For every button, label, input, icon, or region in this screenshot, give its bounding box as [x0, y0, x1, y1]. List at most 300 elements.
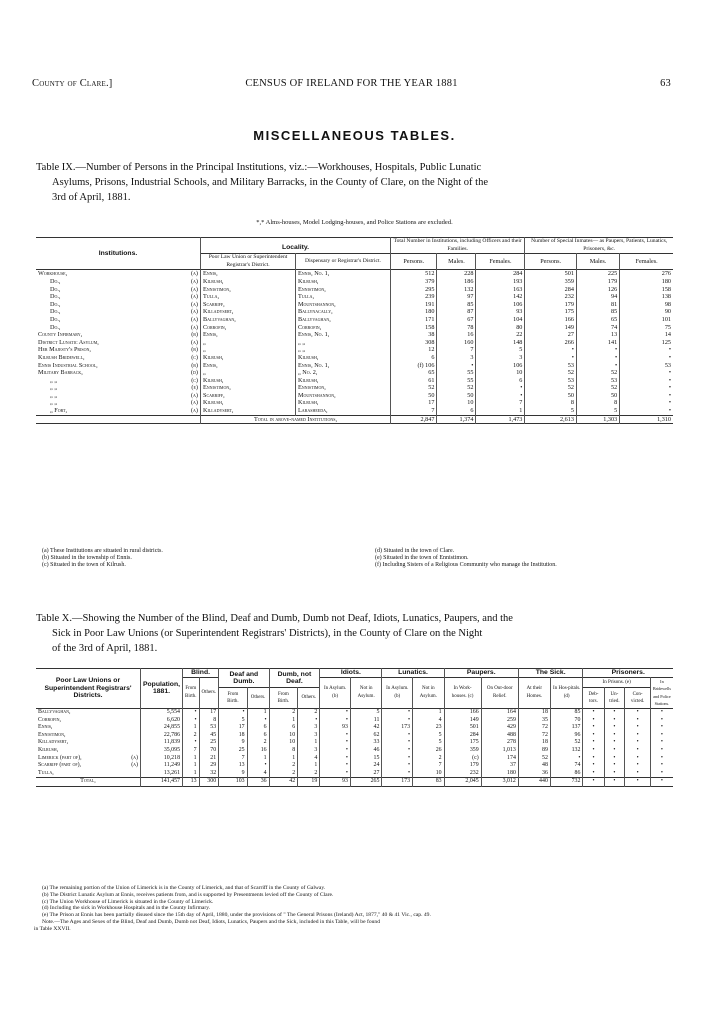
- t10-number-cell: •: [604, 717, 625, 725]
- t9-institution-note: (a): [190, 277, 198, 285]
- t10-number-cell: 10: [269, 739, 298, 747]
- t9-locality-cell: Ballyvaghan,: [201, 316, 296, 324]
- t10-number-cell: 4: [247, 770, 269, 778]
- t9-number-cell: 27: [525, 331, 577, 339]
- t9-institution-name: Do.,: [50, 277, 61, 285]
- t10-number-cell: 13,261: [141, 770, 183, 778]
- t9-number-cell: 141: [576, 339, 619, 347]
- t10-number-cell: 85: [550, 708, 583, 716]
- t9-locality-cell: Killadysert,: [201, 308, 296, 316]
- t9-number-cell: 67: [437, 316, 476, 324]
- t10-number-cell: •: [298, 717, 320, 725]
- t9-number-cell: 85: [576, 308, 619, 316]
- t10-number-cell: •: [604, 755, 625, 763]
- t10-number-cell: 26: [413, 747, 445, 755]
- t9-total-label: Total in above-named Institutions,: [201, 415, 391, 424]
- t10-footnote: (c) The Union Workhouse of Limerick is situated in the County of Limerick.: [42, 898, 214, 905]
- t10-row: [36, 755, 673, 763]
- t9-institution-note: (a): [190, 270, 198, 278]
- t9-total-cell: 1,374: [437, 415, 476, 424]
- t10-head-dnd-others: Others.: [298, 688, 320, 709]
- t9-footnote: (b) Situated in the township of Ennis.: [42, 555, 132, 562]
- t10-number-cell: 2: [247, 739, 269, 747]
- t10-row: [36, 739, 673, 747]
- t10-number-cell: •: [320, 770, 351, 778]
- t9-number-cell: 52: [525, 369, 577, 377]
- t10-head-prisoners: Prisoners.: [611, 669, 645, 676]
- t9-number-cell: 50: [437, 392, 476, 400]
- t9-number-cell: 359: [525, 278, 577, 286]
- t9-number-cell: (f) 106: [391, 362, 437, 370]
- t10-head-blind: Blind.: [183, 669, 219, 678]
- t9-institution-note: (a): [190, 285, 198, 293]
- t9-number-cell: •: [576, 354, 619, 362]
- t9-number-cell: 1: [476, 407, 525, 415]
- t10-union-cell: [36, 717, 141, 725]
- t10-union-cell: [36, 739, 141, 747]
- t9-number-cell: •: [668, 384, 671, 392]
- t10-number-cell: 1: [298, 762, 320, 770]
- t9-number-cell: 52: [576, 384, 619, 392]
- t9-number-cell: 180: [391, 308, 437, 316]
- t9-institution-cell: [36, 308, 201, 316]
- t9-institution-cell: [36, 399, 201, 407]
- table10-caption: [36, 611, 676, 656]
- t9-locality-cell: Ennistimon,: [296, 286, 391, 294]
- t10-number-cell: 5: [219, 717, 247, 725]
- t10-number-cell: 22,786: [141, 732, 183, 740]
- t10-number-cell: 5: [413, 739, 445, 747]
- t9-number-cell: 186: [437, 278, 476, 286]
- t10-number-cell: 5: [350, 708, 382, 716]
- t9-institution-name: Do.,: [50, 315, 61, 323]
- t9-number-cell: 148: [476, 339, 525, 347]
- t10-number-cell: 173: [382, 724, 413, 732]
- t10-number-cell: •: [320, 747, 351, 755]
- t10-footnote: (d) Including the sick in Workhouse Hospitals and in the County Infirmary.: [42, 905, 211, 912]
- t9-number-cell: 160: [437, 339, 476, 347]
- t10-number-cell: 6: [247, 732, 269, 740]
- t9-institution-name: Military Barrack,: [38, 369, 83, 377]
- t9-institution-name: District Lunatic Asylum,: [38, 338, 99, 346]
- t10-head-idiots: Idiots.: [320, 669, 382, 678]
- t10-number-cell: •: [219, 708, 247, 716]
- t10-number-cell: 2: [269, 708, 298, 716]
- header-county: County of Clare.]: [32, 78, 113, 89]
- t10-number-cell: 24: [350, 762, 382, 770]
- t10-head-lunatics-asylum: In Asylum. (b): [382, 677, 413, 708]
- t9-number-cell: 90: [664, 308, 671, 316]
- t9-row: [36, 346, 673, 354]
- t9-locality-cell: Ballyvaghan,: [296, 316, 391, 324]
- t9-total-cell: 2,613: [525, 415, 577, 424]
- t9-locality-cell: Ennis,: [201, 362, 296, 370]
- t9-number-cell: 75: [664, 323, 671, 331]
- t9-head-locality: Locality.: [201, 238, 391, 254]
- t9-total-cell: 1,310: [657, 415, 671, 423]
- t9-number-cell: 94: [576, 293, 619, 301]
- t9-locality-cell: Ennistimon,: [296, 384, 391, 392]
- t10-union-name: Corrofin,: [38, 716, 61, 723]
- t10-number-cell: 6: [269, 724, 298, 732]
- t10-number-cell: 2: [269, 770, 298, 778]
- t10-number-cell: 72: [518, 724, 550, 732]
- t9-number-cell: 501: [525, 270, 577, 278]
- t10-total-cell: 300: [199, 778, 219, 787]
- t9-number-cell: 12: [391, 346, 437, 354]
- t10-number-cell: 259: [481, 717, 518, 725]
- t9-institution-note: (c): [191, 376, 198, 384]
- t10-number-cell: 232: [444, 770, 481, 778]
- t9-institution-cell: [36, 362, 201, 370]
- t9-number-cell: •: [668, 346, 671, 354]
- t9-number-cell: 138: [661, 293, 671, 301]
- t10-number-cell: 45: [199, 732, 219, 740]
- t10-number-cell: •: [660, 762, 663, 769]
- t10-union-cell: [36, 762, 141, 770]
- t9-institution-name: Do.,: [50, 308, 61, 316]
- t9-number-cell: 65: [391, 369, 437, 377]
- t9-institution-cell: [36, 369, 201, 377]
- t10-number-cell: 46: [350, 747, 382, 755]
- section-title: MISCELLANEOUS TABLES.: [253, 128, 456, 143]
- t10-number-cell: •: [583, 739, 604, 747]
- t10-number-cell: 17: [199, 708, 219, 716]
- t10-head-deaf-dumb: Deaf and Dumb.: [219, 669, 269, 688]
- t9-number-cell: 193: [476, 278, 525, 286]
- t9-number-cell: 158: [661, 285, 671, 293]
- t10-number-cell: 1: [183, 762, 200, 770]
- t9-locality-cell: Ennis, No. 1,: [296, 362, 391, 370]
- t10-number-cell: 35: [518, 717, 550, 725]
- t10-number-cell: •: [382, 762, 413, 770]
- t9-institution-cell: [36, 354, 201, 362]
- t9-head-persons: Persons.: [391, 254, 437, 270]
- t10-number-cell: •: [382, 770, 413, 778]
- t9-institution-note: (a): [190, 407, 198, 415]
- t9-institution-note: (d): [190, 369, 198, 377]
- t9-number-cell: 14: [664, 331, 671, 339]
- t10-number-cell: •: [625, 724, 651, 732]
- t10-number-cell: (c): [444, 755, 481, 763]
- table10-caption-line3: of the 3rd of April, 1881.: [52, 643, 158, 654]
- t9-locality-cell: Killadysert,: [201, 407, 296, 415]
- t9-number-cell: 52: [576, 369, 619, 377]
- t9-row: [36, 362, 673, 370]
- t9-number-cell: 50: [576, 392, 619, 400]
- t10-head-from-birth: From Birth.: [183, 677, 200, 708]
- t10-number-cell: 8: [269, 747, 298, 755]
- t10-number-cell: 7: [413, 762, 445, 770]
- t9-institution-note: (a): [190, 308, 198, 316]
- t9-row: [36, 286, 673, 294]
- t9-locality-cell: „: [201, 339, 296, 347]
- t9-institution-name: Do.,: [50, 323, 61, 331]
- t9-number-cell: 55: [437, 377, 476, 385]
- t10-number-cell: 11,839: [141, 739, 183, 747]
- t10-total-cell: 173: [382, 778, 413, 787]
- t9-row: [36, 392, 673, 400]
- t10-union-name: Kilrush,: [38, 746, 59, 753]
- t10-number-cell: •: [320, 732, 351, 740]
- t9-number-cell: 6: [391, 354, 437, 362]
- t10-number-cell: 175: [444, 739, 481, 747]
- t10-number-cell: 278: [481, 739, 518, 747]
- t10-number-cell: 1: [183, 724, 200, 732]
- t10-union-name: Ballyvaghan,: [38, 708, 71, 715]
- t9-row: [36, 377, 673, 385]
- t9-number-cell: 6: [437, 407, 476, 415]
- t9-institution-name: „ „: [50, 384, 58, 392]
- t10-number-cell: 9: [219, 739, 247, 747]
- t9-institution-cell: [36, 301, 201, 309]
- t9-institution-note: (b): [191, 346, 198, 354]
- t10-number-cell: 1: [183, 770, 200, 778]
- t10-footnote: in Table XXVII.: [34, 925, 71, 932]
- t10-head-debtors: Deb-tors.: [583, 688, 604, 709]
- t9-number-cell: 7: [391, 407, 437, 415]
- t10-number-cell: 5: [413, 732, 445, 740]
- t10-number-cell: •: [550, 755, 583, 763]
- t10-head-bridewells: In Bridewells and Police Stations.: [650, 677, 673, 708]
- t10-number-cell: •: [583, 755, 604, 763]
- t9-number-cell: 80: [476, 324, 525, 332]
- table9-caption: [36, 160, 676, 205]
- t10-number-cell: 3: [298, 732, 320, 740]
- t9-row: [36, 399, 673, 407]
- t9-head-males: Males.: [437, 254, 476, 270]
- t10-number-cell: •: [320, 739, 351, 747]
- t9-institution-note: (a): [190, 315, 198, 323]
- t9-number-cell: 149: [525, 324, 577, 332]
- table10-caption-line2: Sick in Poor Law Unions (or Superintendent Registrars' Districts), in the County of Clare on the Night: [52, 628, 483, 639]
- t9-footnote: (d) Situated in the town of Clare.: [375, 548, 455, 554]
- t10-number-cell: 70: [199, 747, 219, 755]
- t10-total-cell: •: [625, 778, 651, 787]
- t9-locality-cell: Ennis, No. 1,: [296, 270, 391, 278]
- t10-head-others: Others.: [199, 677, 219, 708]
- t9-institution-cell: [36, 407, 201, 415]
- t9-number-cell: 175: [525, 308, 577, 316]
- table10-body: [36, 708, 673, 777]
- t9-head-total-group: Total Number in Institutions, including Officers and their Families.: [391, 238, 525, 254]
- t10-total-cell: 42: [269, 778, 298, 787]
- t9-locality-cell: Kilrush,: [201, 354, 296, 362]
- t10-number-cell: •: [625, 732, 651, 740]
- t9-number-cell: 295: [391, 286, 437, 294]
- t10-total-cell: 732: [550, 778, 583, 787]
- t9-number-cell: 512: [391, 270, 437, 278]
- t10-number-cell: •: [583, 770, 604, 778]
- t9-number-cell: •: [668, 407, 671, 415]
- t10-number-cell: 1: [269, 755, 298, 763]
- t10-number-cell: 11,249: [141, 762, 183, 770]
- t9-number-cell: 78: [437, 324, 476, 332]
- t10-number-cell: 32: [199, 770, 219, 778]
- t9-number-cell: 93: [476, 308, 525, 316]
- t10-number-cell: •: [660, 746, 663, 753]
- t10-number-cell: •: [320, 762, 351, 770]
- t9-head-dispensary: Dispensary or Registrar's District.: [296, 254, 391, 270]
- t9-number-cell: 191: [391, 301, 437, 309]
- t9-institution-note: (a): [190, 391, 198, 399]
- t9-number-cell: 163: [476, 286, 525, 294]
- t9-number-cell: 97: [437, 293, 476, 301]
- t9-total-row: [36, 415, 673, 424]
- t9-locality-cell: Ennis,: [201, 331, 296, 339]
- t10-union-name: Ennis,: [38, 724, 53, 731]
- t10-number-cell: 9: [219, 770, 247, 778]
- t10-number-cell: 3: [298, 747, 320, 755]
- t9-number-cell: 52: [437, 384, 476, 392]
- t9-number-cell: 53: [576, 377, 619, 385]
- t9-head-sp-persons: Persons.: [525, 254, 577, 270]
- t9-number-cell: 379: [391, 278, 437, 286]
- table10-footnotes: [34, 885, 682, 933]
- t10-number-cell: 10: [413, 770, 445, 778]
- t9-number-cell: 13: [576, 331, 619, 339]
- t10-number-cell: •: [382, 732, 413, 740]
- t10-number-cell: 501: [444, 724, 481, 732]
- t9-number-cell: 22: [476, 331, 525, 339]
- t9-locality-cell: Kilrush,: [296, 399, 391, 407]
- t9-number-cell: 50: [525, 392, 577, 400]
- t9-locality-cell: Scarriff,: [201, 392, 296, 400]
- t9-institution-name: Do.,: [50, 300, 61, 308]
- t10-union-cell: [36, 724, 141, 732]
- t10-number-cell: •: [625, 762, 651, 770]
- t10-head-dd-from-birth: From Birth.: [219, 688, 247, 709]
- t9-head-special-group: Number of Special Inmates— as Paupers, Patients, Lunatics, Prisoners, &c.: [531, 238, 668, 252]
- t9-institution-name: „ „: [50, 399, 58, 407]
- table9-footnotes-right: [375, 548, 675, 570]
- t10-number-cell: 4: [413, 717, 445, 725]
- t10-number-cell: •: [625, 739, 651, 747]
- t9-number-cell: 7: [437, 346, 476, 354]
- table9-caption-line2: Asylums, Prisons, Industrial Schools, and Military Barracks, in the County of Clare, on the Night of the: [52, 177, 488, 188]
- t9-institution-name: County Infirmary,: [38, 331, 83, 339]
- t9-institution-name: „ Fort,: [50, 407, 68, 415]
- t10-number-cell: 166: [444, 708, 481, 716]
- t10-number-cell: •: [604, 732, 625, 740]
- t10-number-cell: •: [382, 739, 413, 747]
- t9-number-cell: •: [576, 362, 619, 370]
- t9-number-cell: 232: [525, 293, 577, 301]
- t10-head-idiots-not-asylum: Not in Asylum.: [350, 677, 382, 708]
- t9-row: [36, 308, 673, 316]
- t10-head-population: Population, 1881.: [141, 669, 183, 709]
- t10-number-cell: 62: [350, 732, 382, 740]
- t10-number-cell: •: [660, 739, 663, 746]
- t9-institution-name: Ennis Industrial School,: [38, 361, 98, 369]
- t10-number-cell: •: [660, 769, 663, 776]
- t9-number-cell: 5: [576, 407, 619, 415]
- t10-number-cell: 18: [518, 708, 550, 716]
- t10-union-cell: [36, 770, 141, 778]
- t10-total-cell: 93: [320, 778, 351, 787]
- t10-head-lunatics-not-asylum: Not in Asylum.: [413, 677, 445, 708]
- t9-number-cell: 6: [476, 377, 525, 385]
- t10-row: [36, 724, 673, 732]
- t9-locality-cell: Ballynacally,: [296, 308, 391, 316]
- t9-institution-name: Her Majesty's Prison,: [38, 346, 91, 354]
- t10-number-cell: 284: [444, 732, 481, 740]
- t10-number-cell: 429: [481, 724, 518, 732]
- t9-number-cell: 53: [664, 361, 671, 369]
- t9-footnote: (c) Situated in the town of Kilrush.: [42, 562, 126, 569]
- t10-union-name: Killadysert,: [38, 739, 69, 746]
- t10-head-workhouses: In Work-houses. (c): [444, 677, 481, 708]
- t10-head-paupers: Paupers.: [444, 669, 518, 678]
- t9-institution-name: Workhouse,: [38, 270, 68, 278]
- t9-number-cell: 5: [476, 346, 525, 354]
- t9-number-cell: 98: [664, 300, 671, 308]
- t9-number-cell: 125: [661, 338, 671, 346]
- t9-number-cell: 239: [391, 293, 437, 301]
- t9-institution-cell: [36, 339, 201, 347]
- t10-number-cell: •: [382, 755, 413, 763]
- t10-union-name: Tulla,: [38, 769, 54, 776]
- t9-institution-name: Do.,: [50, 285, 61, 293]
- t10-number-cell: •: [320, 755, 351, 763]
- t9-number-cell: •: [476, 392, 525, 400]
- t9-row: [36, 278, 673, 286]
- t10-number-cell: 3: [298, 724, 320, 732]
- t10-number-cell: 1,013: [481, 747, 518, 755]
- table9-caption-line3: 3rd of April, 1881.: [52, 192, 131, 203]
- t10-number-cell: •: [583, 708, 604, 716]
- t10-total-label: Total,: [36, 778, 141, 787]
- t10-number-cell: 53: [199, 724, 219, 732]
- table9-footnotes-left: [42, 548, 342, 570]
- t9-footnote: (f) Including Sisters of a Religious Community who manage the Institution.: [375, 562, 557, 569]
- table9: [36, 237, 673, 424]
- t10-number-cell: 52: [518, 755, 550, 763]
- t9-number-cell: 180: [661, 277, 671, 285]
- t10-number-cell: •: [583, 724, 604, 732]
- t10-number-cell: 18: [518, 739, 550, 747]
- t9-number-cell: 284: [525, 286, 577, 294]
- t10-number-cell: 2: [298, 708, 320, 716]
- t10-number-cell: •: [604, 747, 625, 755]
- t9-number-cell: 65: [576, 316, 619, 324]
- t9-institution-cell: [36, 286, 201, 294]
- t9-row: [36, 369, 673, 377]
- t10-number-cell: 25: [219, 747, 247, 755]
- t9-institution-cell: [36, 377, 201, 385]
- t9-number-cell: 101: [661, 315, 671, 323]
- t9-number-cell: 7: [476, 399, 525, 407]
- t10-row: [36, 770, 673, 778]
- t9-number-cell: 61: [391, 377, 437, 385]
- t9-number-cell: 55: [437, 369, 476, 377]
- t10-number-cell: •: [625, 770, 651, 778]
- t9-number-cell: 225: [576, 270, 619, 278]
- t10-number-cell: 180: [481, 770, 518, 778]
- t10-union-name: Limerick (part of),: [38, 754, 82, 761]
- t10-number-cell: 33: [350, 739, 382, 747]
- t10-number-cell: 24,855: [141, 724, 183, 732]
- t9-institution-cell: [36, 331, 201, 339]
- t10-head-dnd-from-birth: From Birth.: [269, 688, 298, 709]
- t10-number-cell: 6: [247, 724, 269, 732]
- t9-number-cell: •: [668, 376, 671, 384]
- t10-head-idiots-asylum: In Asylum. (b): [320, 677, 351, 708]
- t9-number-cell: •: [668, 353, 671, 361]
- t9-row: [36, 324, 673, 332]
- t10-number-cell: 1: [247, 755, 269, 763]
- t9-number-cell: •: [525, 354, 577, 362]
